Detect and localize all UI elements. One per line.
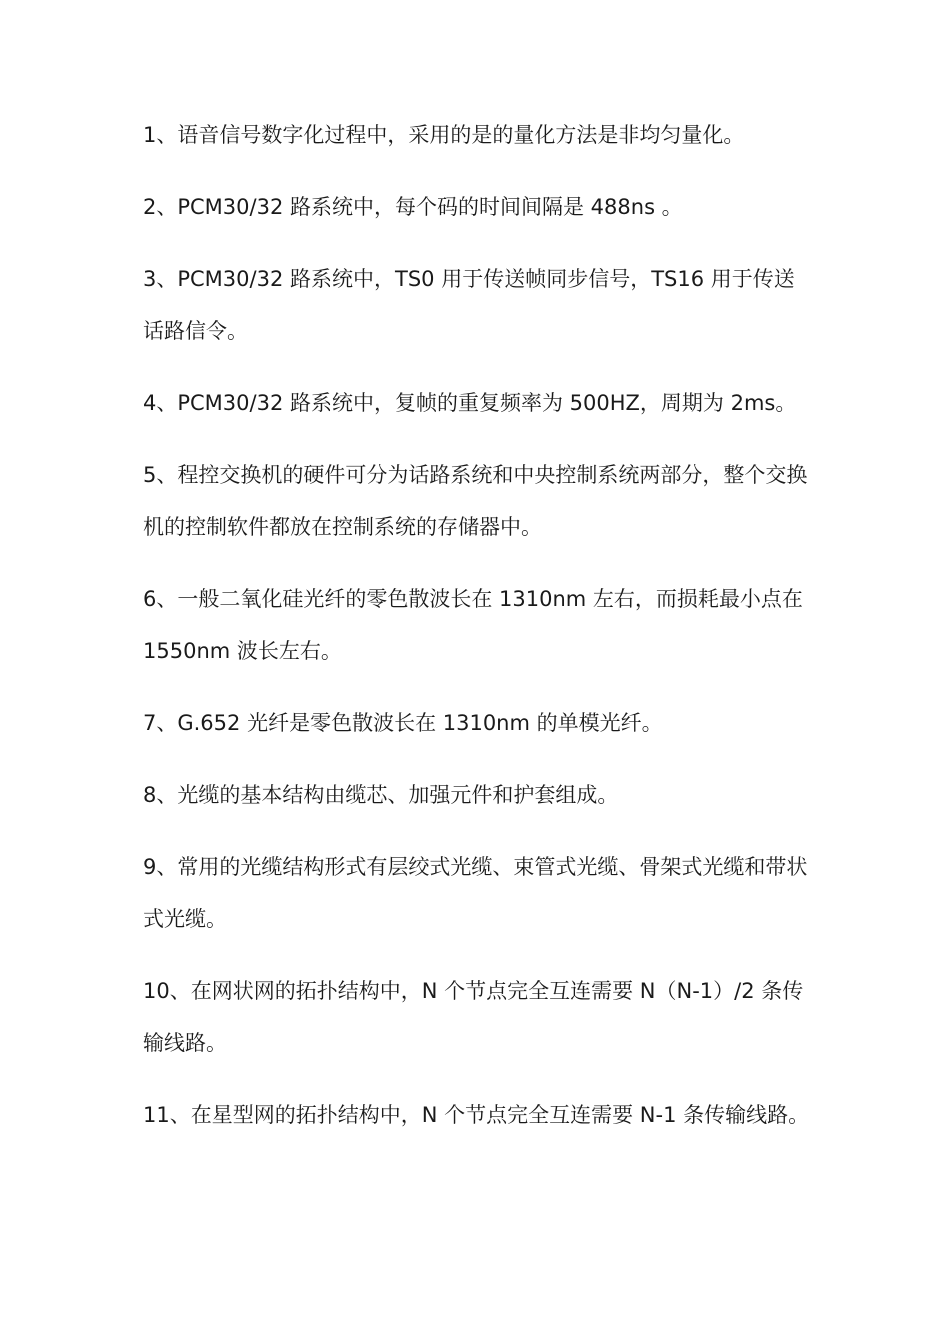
list-item: 4、PCM30/32 路系统中，复帧的重复频率为 500HZ，周期为 2ms。 xyxy=(143,391,797,415)
list-item: 9、常用的光缆结构形式有层绞式光缆、束管式光缆、骨架式光缆和带状式光缆。 xyxy=(143,855,808,931)
list-item: 2、PCM30/32 路系统中，每个码的时间间隔是 488ns 。 xyxy=(143,195,683,219)
list-item: 1、语音信号数字化过程中，采用的是的量化方法是非均匀量化。 xyxy=(143,123,745,147)
list-item: 6、一般二氧化硅光纤的零色散波长在 1310nm 左右，而损耗最小点在 1550nm 波长左右。 xyxy=(143,587,803,663)
list-item: 3、PCM30/32 路系统中，TS0 用于传送帧同步信号，TS16 用于传送话路信令。 xyxy=(143,267,795,343)
list-item: 8、光缆的基本结构由缆芯、加强元件和护套组成。 xyxy=(143,783,619,807)
question-list xyxy=(143,109,815,1141)
list-item: 7、G.652 光纤是零色散波长在 1310nm 的单模光纤。 xyxy=(143,711,663,735)
list-item: 10、在网状网的拓扑结构中，N 个节点完全互连需要 N（N-1）/2 条传输线路。 xyxy=(143,979,804,1055)
list-item: 5、程控交换机的硬件可分为话路系统和中央控制系统两部分，整个交换机的控制软件都放在控制系统的存储器中。 xyxy=(143,463,808,539)
list-item: 11、在星型网的拓扑结构中，N 个节点完全互连需要 N-1 条传输线路。 xyxy=(143,1103,810,1127)
